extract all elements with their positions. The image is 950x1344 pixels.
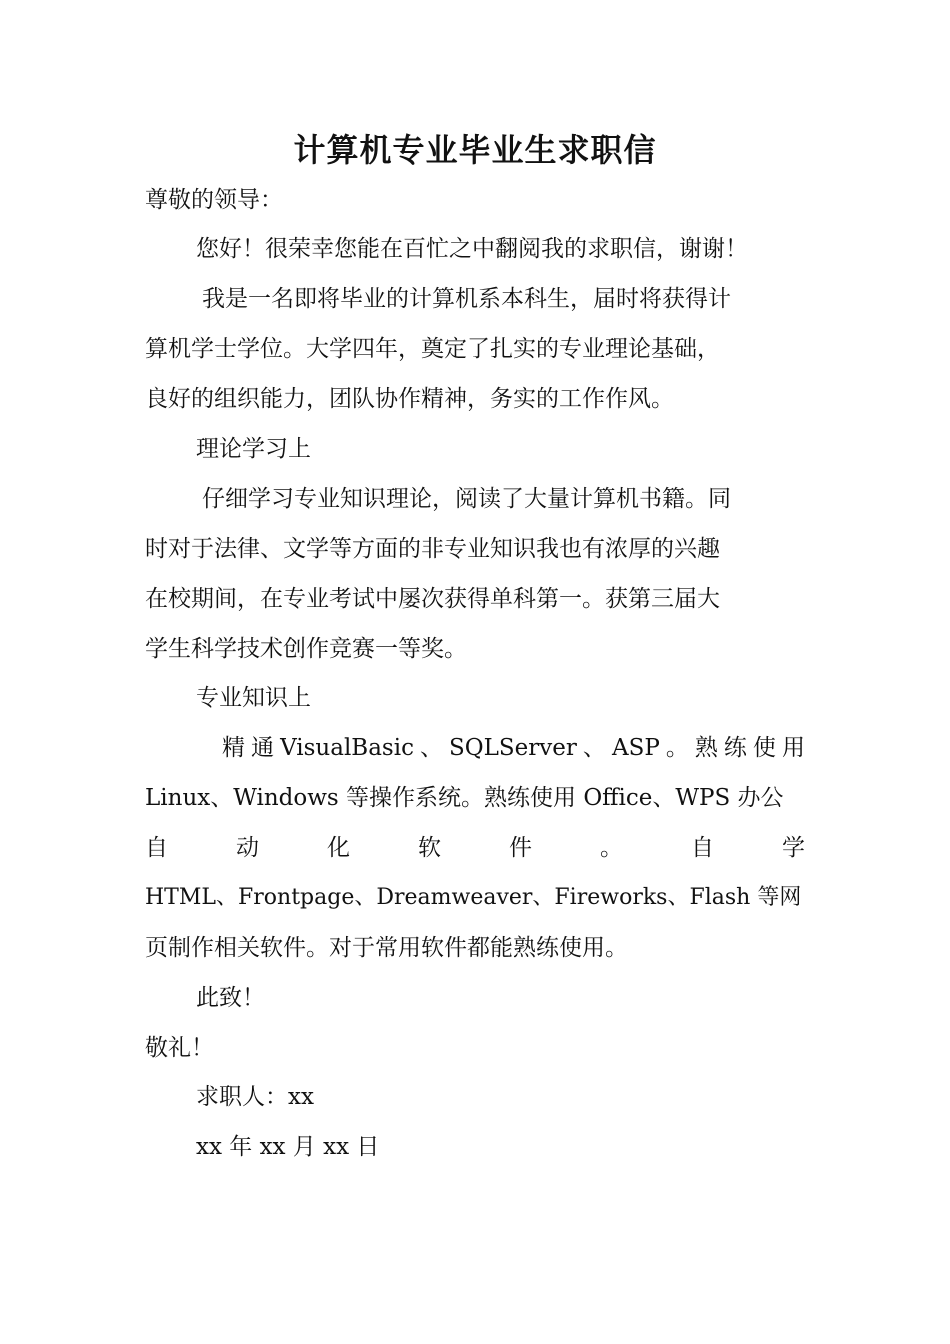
skills-line-3-token: 自 — [691, 835, 714, 861]
skills-line-3-token: 化 — [327, 835, 350, 861]
greeting: 尊敬的领导： — [145, 187, 283, 213]
skills-line-1-token: ASP — [611, 735, 660, 761]
skills-line-5: 页制作相关软件。对于常用软件都能熟练使用。 — [145, 935, 628, 961]
document-title: 计算机专业毕业生求职信 — [293, 131, 657, 169]
intro-line-1: 我是一名即将毕业的计算机系本科生，届时将获得计 — [202, 286, 731, 312]
intro-line-3: 良好的组织能力，团队协作精神，务实的工作作风。 — [145, 386, 674, 412]
skills-line-2: Linux、Windows 等操作系统。熟练使用 Office、WPS 办公 — [145, 785, 784, 811]
skills-line-4: HTML、Frontpage、Dreamweaver、Fireworks、Flash 等网 — [145, 885, 802, 910]
closing-line-2: 敬礼！ — [145, 1035, 214, 1061]
skills-line-3-token: 件 — [509, 835, 532, 861]
skills-line-1-token: 熟 — [694, 735, 718, 761]
closing-line-1: 此致！ — [196, 985, 265, 1011]
opening-line: 您好！很荣幸您能在百忙之中翻阅我的求职信，谢谢！ — [196, 236, 748, 262]
intro-line-2: 算机学士学位。大学四年，奠定了扎实的专业理论基础， — [145, 336, 720, 362]
skills-line-1-token: SQLServer — [449, 735, 577, 761]
theory-heading: 理论学习上 — [196, 436, 311, 462]
skills-line-1-token: 用 — [781, 735, 805, 761]
theory-line-4: 学生科学技术创作竞赛一等奖。 — [145, 636, 467, 662]
skills-line-3-token: 动 — [236, 835, 259, 861]
skills-line-1-token: 练 — [723, 735, 747, 761]
skills-heading: 专业知识上 — [196, 685, 311, 711]
skills-line-1-token: 使 — [752, 735, 776, 761]
date-line: xx 年 xx 月 xx 日 — [196, 1134, 380, 1160]
skills-line-1-token: 、 — [582, 735, 606, 761]
theory-line-1: 仔细学习专业知识理论，阅读了大量计算机书籍。同 — [202, 486, 731, 512]
skills-line-3-token: 。 — [600, 835, 623, 861]
theory-line-2: 时对于法律、文学等方面的非专业知识我也有浓厚的兴趣 — [145, 536, 720, 562]
skills-line-3-token: 自 — [145, 835, 168, 861]
skills-line-1-token: VisualBasic — [280, 735, 414, 761]
skills-line-1-token: 通 — [251, 735, 275, 761]
skills-line-1-token: 。 — [665, 735, 689, 761]
skills-line-1-token: 、 — [420, 735, 443, 761]
skills-line-3-token: 软 — [418, 835, 441, 861]
skills-line-1-token: 精 — [222, 735, 245, 761]
skills-line-1 — [222, 732, 805, 764]
signature-line: 求职人：xx — [196, 1084, 314, 1110]
skills-line-3-token: 学 — [782, 835, 805, 861]
skills-line-3 — [145, 832, 805, 864]
theory-line-3: 在校期间，在专业考试中屡次获得单科第一。获第三届大 — [145, 586, 720, 612]
